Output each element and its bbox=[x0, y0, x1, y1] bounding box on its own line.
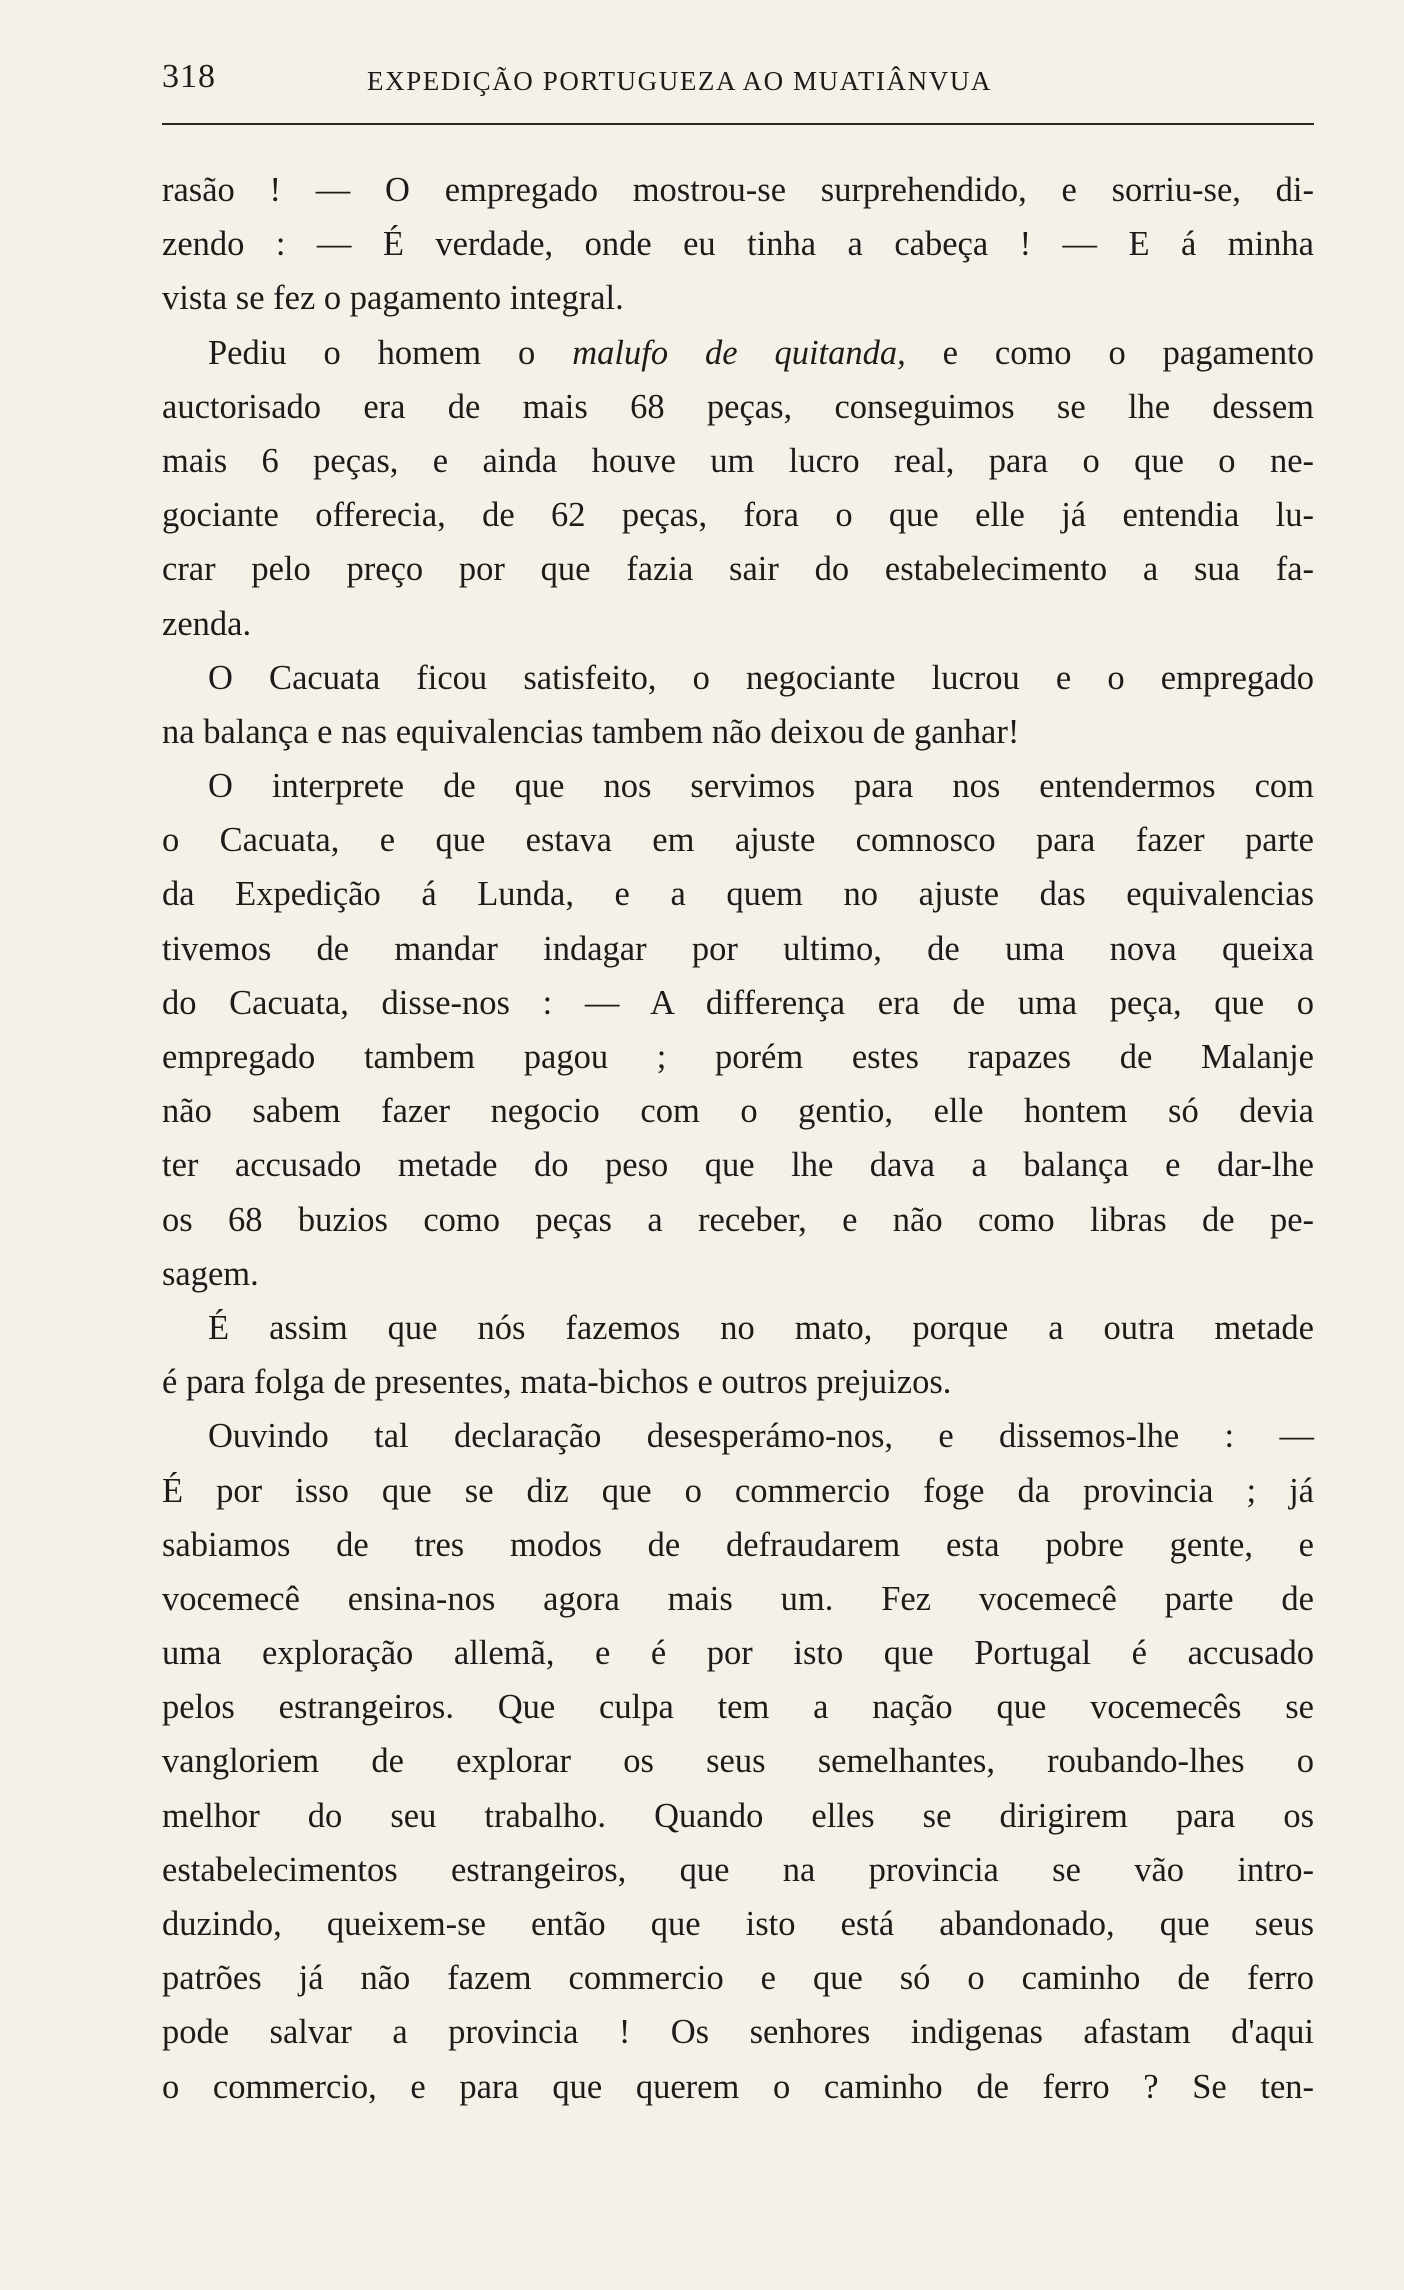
text-span: crar pelo preço por que fazia sair do estabelecimento a sua fa- bbox=[162, 550, 1314, 589]
page-number: 318 bbox=[162, 58, 216, 95]
text-span: os 68 buzios como peças a receber, e não como libras de pe- bbox=[162, 1200, 1314, 1239]
text-span: zenda. bbox=[162, 604, 252, 643]
text-span: vocemecê ensina-nos agora mais um. Fez vocemecê parte de bbox=[162, 1579, 1314, 1618]
text-line bbox=[162, 1951, 1314, 2005]
text-span: o commercio, e para que querem o caminho de ferro ? Se ten- bbox=[162, 2067, 1314, 2106]
text-line bbox=[162, 651, 1314, 705]
text-line bbox=[162, 922, 1314, 976]
text-line bbox=[162, 867, 1314, 921]
text-span: duzindo, queixem-se então que isto está abandonado, que seus bbox=[162, 1905, 1314, 1943]
text-line bbox=[162, 488, 1314, 542]
text-line bbox=[162, 380, 1314, 434]
text-line bbox=[162, 976, 1314, 1030]
text-line bbox=[162, 2005, 1314, 2059]
text-span: gociante offerecia, de 62 peças, fora o que elle já entendia lu- bbox=[162, 496, 1314, 535]
text-line bbox=[162, 434, 1314, 488]
text-line bbox=[162, 1355, 1314, 1409]
text-span: do Cacuata, disse-nos : — A differença era de uma peça, que o bbox=[162, 983, 1314, 1022]
body-text bbox=[162, 163, 1314, 2114]
text-span: pelos estrangeiros. Que culpa tem a nação que vocemecês se bbox=[162, 1688, 1314, 1727]
text-line bbox=[162, 542, 1314, 596]
text-span: tivemos de mandar indagar por ultimo, de uma nova queixa bbox=[162, 929, 1314, 968]
text-span: O interprete de que nos servimos para nos entendermos com bbox=[208, 767, 1314, 806]
text-span: zendo : — É verdade, onde eu tinha a cabeça ! — E á minha bbox=[162, 225, 1314, 264]
text-span: da Expedição á Lunda, e a quem no ajuste das equivalencias bbox=[162, 875, 1314, 914]
text-span: uma exploração allemã, e é por isto que Portugal é accusado bbox=[162, 1634, 1314, 1673]
text-span: melhor do seu trabalho. Quando elles se dirigirem para os bbox=[162, 1796, 1314, 1835]
text-line bbox=[162, 705, 1314, 759]
text-line bbox=[162, 1572, 1314, 1626]
page-header bbox=[162, 58, 1314, 108]
text-line bbox=[162, 1789, 1314, 1843]
text-line bbox=[162, 1734, 1314, 1788]
text-span: sagem. bbox=[162, 1254, 259, 1293]
text-span: O Cacuata ficou satisfeito, o negociante lucrou e o empregado bbox=[208, 658, 1314, 697]
text-span: mais 6 peças, e ainda houve um lucro real, para o que o ne- bbox=[162, 441, 1314, 480]
text-line bbox=[162, 813, 1314, 867]
text-line bbox=[162, 597, 1314, 651]
text-span: estabelecimentos estrangeiros, que na provincia se vão intro- bbox=[162, 1850, 1314, 1889]
text-span: ter accusado metade do peso que lhe dava a balança e dar-lhe bbox=[162, 1146, 1314, 1185]
text-span: patrões já não fazem commercio e que só o caminho de ferro bbox=[162, 1959, 1314, 1998]
text-line bbox=[162, 1518, 1314, 1572]
text-span: pode salvar a provincia ! Os senhores indigenas afastam d'aqui bbox=[162, 2013, 1314, 2052]
text-span: não sabem fazer negocio com o gentio, elle hontem só devia bbox=[162, 1092, 1314, 1131]
text-line bbox=[162, 1084, 1314, 1138]
text-line bbox=[162, 217, 1314, 271]
text-span: Pediu o homem o bbox=[208, 333, 573, 372]
text-span: o Cacuata, e que estava em ajuste comnosco para fazer parte bbox=[162, 821, 1314, 860]
running-title: EXPEDIÇÃO PORTUGUEZA AO MUATIÂNVUA bbox=[367, 66, 993, 96]
header-rule bbox=[162, 123, 1314, 125]
text-line bbox=[162, 326, 1314, 380]
text-span: empregado tambem pagou ; porém estes rapazes de Malanje bbox=[162, 1038, 1314, 1076]
text-line bbox=[162, 1843, 1314, 1897]
text-span: Ouvindo tal declaração desesperámo-nos, e dissemos-lhe : — bbox=[208, 1417, 1314, 1456]
text-span: e como o pagamento bbox=[905, 333, 1314, 372]
text-span: vangloriem de explorar os seus semelhantes, roubando-lhes o bbox=[162, 1742, 1314, 1781]
italic-phrase: malufo de quitanda, bbox=[572, 333, 906, 372]
text-span: vista se fez o pagamento integral. bbox=[162, 279, 624, 318]
text-span: É assim que nós fazemos no mato, porque a outra metade bbox=[208, 1308, 1314, 1347]
text-line bbox=[162, 1464, 1314, 1518]
text-line bbox=[162, 1247, 1314, 1301]
text-span: é para folga de presentes, mata-bichos e outros prejuizos. bbox=[162, 1363, 952, 1402]
text-line bbox=[162, 1301, 1314, 1355]
text-line bbox=[162, 1897, 1314, 1951]
text-line bbox=[162, 1626, 1314, 1680]
text-line bbox=[162, 271, 1314, 325]
text-span: auctorisado era de mais 68 peças, conseguimos se lhe dessem bbox=[162, 387, 1314, 426]
text-span: rasão ! — O empregado mostrou-se surprehendido, e sorriu-se, di- bbox=[162, 171, 1314, 209]
text-line bbox=[162, 1030, 1314, 1084]
text-line bbox=[162, 759, 1314, 813]
text-span: na balança e nas equivalencias tambem não deixou de ganhar! bbox=[162, 712, 1020, 751]
text-span: sabiamos de tres modos de defraudarem esta pobre gente, e bbox=[162, 1525, 1314, 1564]
text-line bbox=[162, 1138, 1314, 1192]
text-line bbox=[162, 2060, 1314, 2114]
text-line bbox=[162, 1680, 1314, 1734]
text-span: É por isso que se diz que o commercio foge da provincia ; já bbox=[162, 1471, 1314, 1510]
text-line bbox=[162, 163, 1314, 217]
text-line bbox=[162, 1193, 1314, 1247]
text-line bbox=[162, 1409, 1314, 1463]
